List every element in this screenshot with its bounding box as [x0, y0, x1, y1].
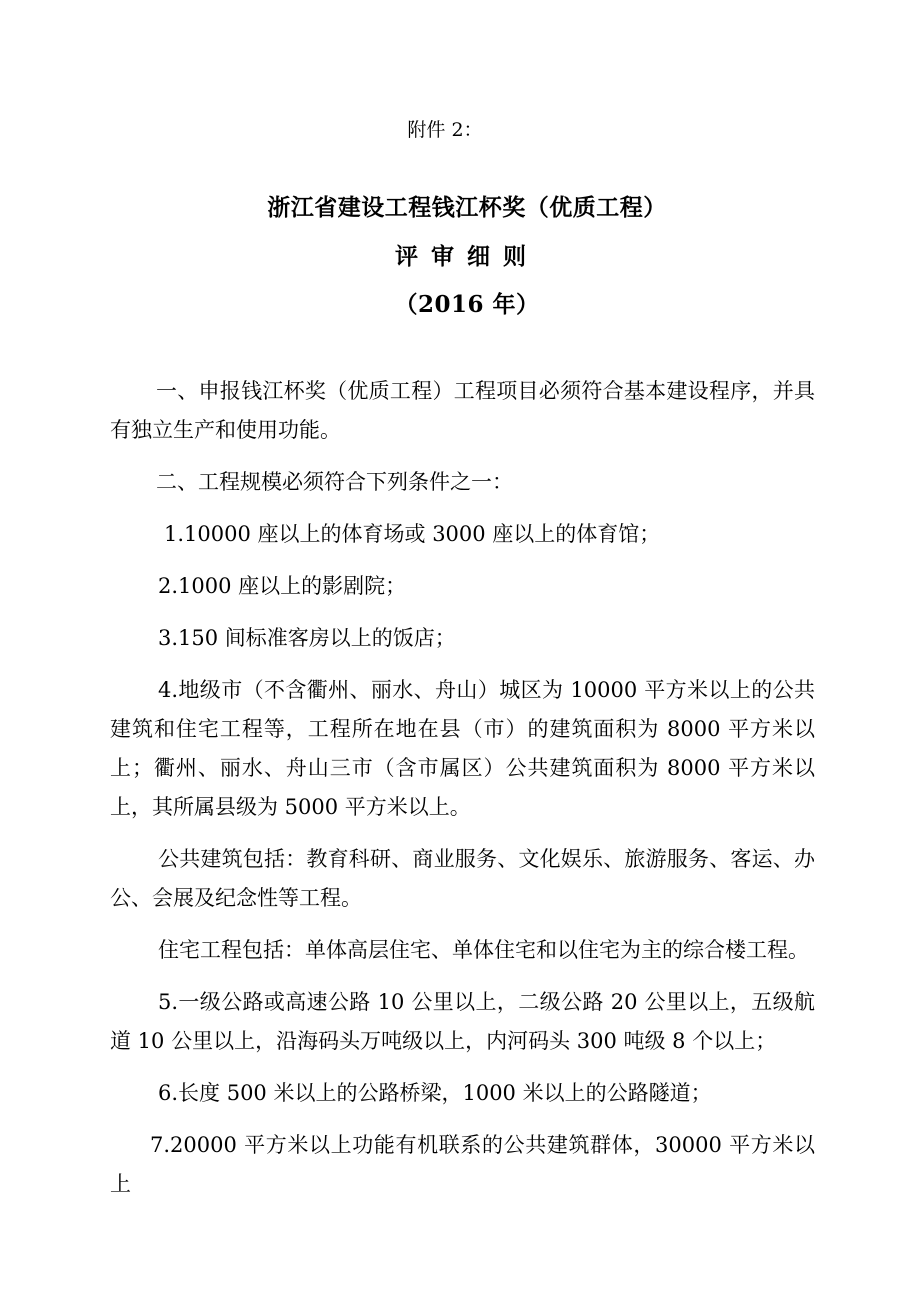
document-year: （2016 年） — [394, 291, 540, 318]
condition-item-4: 4.地级市（不含衢州、丽水、舟山）城区为 10000 平方米以上的公共建筑和住宅工程等，工程所在地在县（市）的建筑面积为 8000 平方米以上；衢州、丽水、舟山三市（含市属区）公共建筑面积为 8000 平方米以上，其所属县级为 5000 平方米以上。 — [110, 678, 815, 819]
condition-item-1: 1.10000 座以上的体育场或 3000 座以上的体育馆； — [164, 522, 661, 546]
condition-item-7: 7.20000 平方米以上功能有机联系的公共建筑群体，30000 平方米以上 — [110, 1133, 815, 1196]
condition-item-6: 6.长度 500 米以上的公路桥梁，1000 米以上的公路隧道； — [158, 1081, 712, 1105]
document-body — [110, 372, 815, 1217]
attachment-label: 附件 2： — [407, 119, 483, 141]
public-buildings-note: 公共建筑包括：教育科研、商业服务、文化娱乐、旅游服务、客运、办公、会展及纪念性等工程。 — [110, 847, 815, 910]
section-1-paragraph: 一、申报钱江杯奖（优质工程）工程项目必须符合基本建设程序，并具有独立生产和使用功能。 — [110, 379, 815, 442]
condition-item-2: 2.1000 座以上的影剧院； — [158, 574, 407, 598]
condition-item-5: 5.一级公路或高速公路 10 公里以上，二级公路 20 公里以上，五级航道 10 公里以上，沿海码头万吨级以上，内河码头 300 吨级 8 个以上； — [110, 990, 815, 1053]
condition-item-3: 3.150 间标准客房以上的饭店； — [158, 626, 456, 650]
residential-note: 住宅工程包括：单体高层住宅、单体住宅和以住宅为主的综合楼工程。 — [158, 938, 809, 962]
section-2-paragraph: 二、工程规模必须符合下列条件之一： — [156, 470, 513, 494]
document-title: 浙江省建设工程钱江杯奖（优质工程） — [267, 194, 667, 221]
document-subtitle: 评审细则 — [395, 243, 539, 270]
